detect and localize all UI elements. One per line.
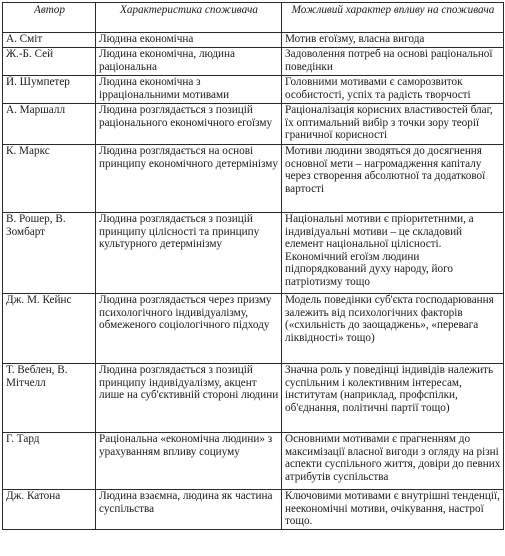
table-row <box>3 490 504 530</box>
cell-influence: Модель поведінки суб'єкта господарювання залежить від психологічних факторів («схильність до заощаджень», «перевага ліквідності» тощо) <box>282 294 504 364</box>
cell-influence: Головними мотивами є саморозвиток особистості, успіх та радість творчості <box>282 76 504 104</box>
cell-author: Й. Шумпетер <box>3 76 96 104</box>
header-influence: Можливий характер впливу на споживача <box>282 3 504 33</box>
cell-characteristic: Людина економічна, людина раціональна <box>96 48 282 76</box>
cell-characteristic: Людина розглядається через призму психологічного індивідуалізму, обмеженого соціологічного підходу <box>96 294 282 364</box>
table-row <box>3 213 504 294</box>
cell-author: Г. Тард <box>3 433 96 490</box>
cell-influence: Мотив егоїзму, власна вигода <box>282 33 504 48</box>
cell-influence: Значна роль у поведінці індивідів належить суспільним і колективним інтересам, інститутам (наприклад, профспілки, об'єднання, політичні партії тощо) <box>282 364 504 433</box>
cell-characteristic: Раціональна «економічна людини» з урахуванням впливу социуму <box>96 433 282 490</box>
document <box>2 2 503 530</box>
table-row <box>3 33 504 48</box>
header-characteristic: Характеристика споживача <box>96 3 282 33</box>
cell-influence: Основними мотивами є прагненням до максимізації власної вигоди з огляду на різні аспекти суспільного життя, довіри до певних атрибутів суспільства <box>282 433 504 490</box>
cell-characteristic: Людина економічна з ірраціональними мотивами <box>96 76 282 104</box>
consumer-theories-table <box>2 2 504 530</box>
header-author: Автор <box>3 3 96 33</box>
cell-author: К. Маркс <box>3 145 96 213</box>
cell-characteristic: Людина економічна <box>96 33 282 48</box>
cell-influence: Національні мотиви є пріоритетними, а індивідуальні мотиви – це складовий елемент національної цілісності. Економічний егоїзм людини підпорядкований духу народу, його патріотизму тощо <box>282 213 504 294</box>
cell-author: В. Рошер, В. Зомбарт <box>3 213 96 294</box>
cell-influence: Задоволення потреб на основі раціональної поведінки <box>282 48 504 76</box>
cell-characteristic: Людина розглядається з позицій раціонального економічного егоїзму <box>96 104 282 145</box>
table-row <box>3 104 504 145</box>
cell-author: А. Маршалл <box>3 104 96 145</box>
table-row <box>3 145 504 213</box>
table-row <box>3 76 504 104</box>
table-header-row <box>3 3 504 33</box>
cell-author: Дж. Катона <box>3 490 96 530</box>
table-row <box>3 48 504 76</box>
cell-author: Ж.-Б. Сей <box>3 48 96 76</box>
table-row <box>3 433 504 490</box>
table-row <box>3 294 504 364</box>
cell-characteristic: Людина розглядається з позицій принципу індивідуалізму, акцент лише на суб'єктивній стороні людини <box>96 364 282 433</box>
cell-characteristic: Людина розглядається з позицій принципу цілісності та принципу культурного детермінізму <box>96 213 282 294</box>
cell-author: А. Сміт <box>3 33 96 48</box>
cell-author: Т. Веблен, В. Мітчелл <box>3 364 96 433</box>
cell-influence: Раціоналізація корисних властивостей благ, їх оптимальний вибір з точки зору теорії граничної корисності <box>282 104 504 145</box>
cell-author: Дж. М. Кейнс <box>3 294 96 364</box>
table-row <box>3 364 504 433</box>
cell-influence: Мотиви людини зводяться до досягнення основної мети – нагромадження капіталу через створення абсолютної та додаткової вартості <box>282 145 504 213</box>
cell-influence: Ключовими мотивами є внутрішні тенденції, неекономічні мотиви, очікування, настрої тощо. <box>282 490 504 530</box>
cell-characteristic: Людина взаємна, людина як частина суспільства <box>96 490 282 530</box>
cell-characteristic: Людина розглядається на основі принципу економічного детермінізму <box>96 145 282 213</box>
